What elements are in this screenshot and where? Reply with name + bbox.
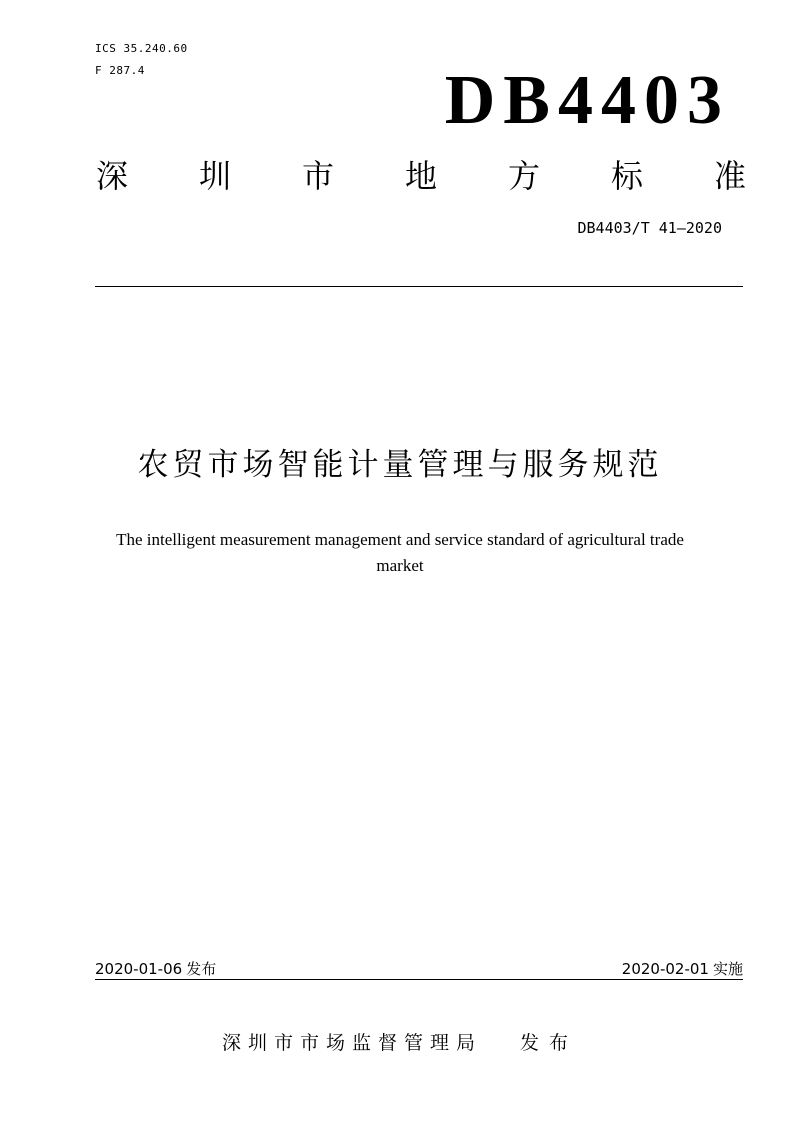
footer-divider bbox=[95, 979, 743, 980]
issuer-name: 深圳市市场监督管理局 bbox=[222, 1032, 483, 1054]
standard-type-char: 地 bbox=[404, 157, 437, 195]
standard-type-char: 深 bbox=[95, 157, 128, 195]
issuer-action: 发布 bbox=[520, 1032, 579, 1054]
issuer-line bbox=[222, 1030, 578, 1056]
issue-date-label: 发布 bbox=[186, 960, 217, 978]
standard-code-heading: DB4403 bbox=[444, 62, 730, 139]
standard-type-char: 市 bbox=[301, 157, 334, 195]
document-title-chinese: 农贸市场智能计量管理与服务规范 bbox=[137, 447, 663, 483]
document-title-english-line-1: The intelligent measurement management and service standard of agricultural trade bbox=[116, 530, 684, 549]
header-divider bbox=[95, 286, 743, 287]
standard-number: DB4403/T 41—2020 bbox=[577, 219, 722, 237]
standard-type-char: 标 bbox=[610, 157, 643, 195]
document-title-english-line-2: market bbox=[376, 556, 424, 575]
standard-type-char: 圳 bbox=[198, 157, 231, 195]
standard-type-heading bbox=[95, 156, 747, 196]
ics-code: ICS 35.240.60 bbox=[95, 42, 188, 55]
standard-type-char: 准 bbox=[713, 157, 746, 195]
implementation-date-label: 实施 bbox=[712, 960, 743, 978]
issue-date bbox=[95, 960, 216, 979]
issue-date-value: 2020-01-06 bbox=[95, 960, 183, 978]
implementation-date bbox=[622, 960, 743, 979]
implementation-date-value: 2020-02-01 bbox=[621, 960, 709, 978]
ccs-code: F 287.4 bbox=[95, 64, 145, 77]
standard-type-char: 方 bbox=[507, 157, 540, 195]
